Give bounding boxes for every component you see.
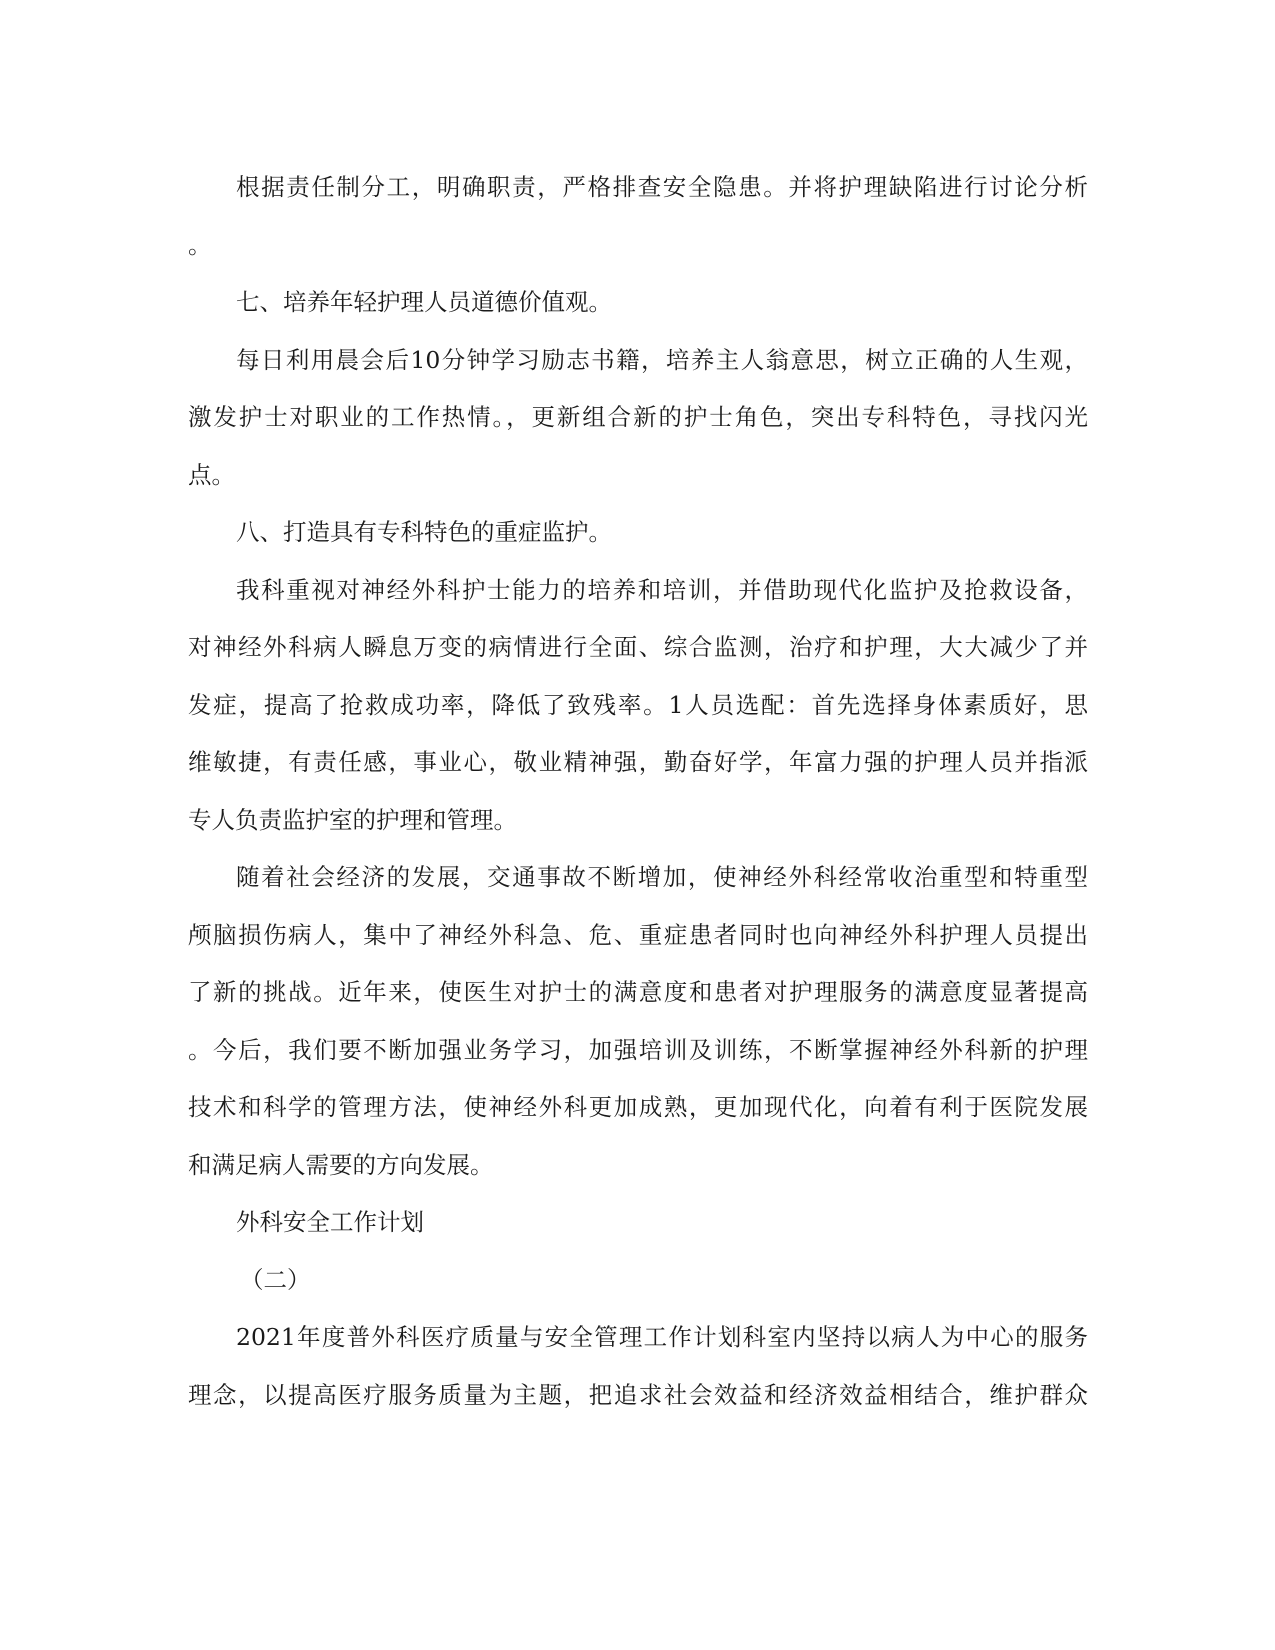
text-line: 每日利用晨会后10分钟学习励志书籍，培养主人翁意思，树立正确的人生观，	[236, 346, 1088, 374]
text-line: 颅脑损伤病人，集中了神经外科急、危、重症患者同时也向神经外科护理人员提出	[188, 921, 1088, 949]
text-line: 技术和科学的管理方法，使神经外科更加成熟，更加现代化，向着有利于医院发展	[188, 1093, 1088, 1121]
text-line: 。今后，我们要不断加强业务学习，加强培训及训练，不断掌握神经外科新的护理	[188, 1036, 1088, 1064]
text-line: 发症，提高了抢救成功率，降低了致残率。1人员选配：首先选择身体素质好，思	[188, 691, 1088, 719]
text-line: 了新的挑战。近年来，使医生对护士的满意度和患者对护理服务的满意度显著提高	[188, 978, 1088, 1006]
text-line: 点。	[188, 461, 235, 489]
text-line: 专人负责监护室的护理和管理。	[188, 806, 517, 834]
section-heading: 八、打造具有专科特色的重症监护。	[236, 518, 612, 546]
text-line: 维敏捷，有责任感，事业心，敬业精神强，勤奋好学，年富力强的护理人员并指派	[188, 748, 1088, 776]
section-heading: 七、培养年轻护理人员道德价值观。	[236, 288, 612, 316]
section-title: 外科安全工作计划	[236, 1208, 424, 1236]
text-line: 和满足病人需要的方向发展。	[188, 1151, 494, 1179]
section-number: （二）	[240, 1266, 311, 1294]
text-line: 随着社会经济的发展，交通事故不断增加，使神经外科经常收治重型和特重型	[236, 863, 1088, 891]
text-line: 我科重视对神经外科护士能力的培养和培训，并借助现代化监护及抢救设备，	[236, 576, 1088, 604]
text-line: 对神经外科病人瞬息万变的病情进行全面、综合监测，治疗和护理，大大减少了并	[188, 633, 1088, 661]
text-line: 2021年度普外科医疗质量与安全管理工作计划科室内坚持以病人为中心的服务	[236, 1323, 1088, 1351]
text-line: 激发护士对职业的工作热情。，更新组合新的护士角色，突出专科特色，寻找闪光	[188, 403, 1088, 431]
text-line: 根据责任制分工，明确职责，严格排查安全隐患。并将护理缺陷进行讨论分析	[236, 173, 1088, 201]
text-line: 理念，以提高医疗服务质量为主题，把追求社会效益和经济效益相结合，维护群众	[188, 1381, 1088, 1409]
text-line: 。	[188, 231, 212, 259]
